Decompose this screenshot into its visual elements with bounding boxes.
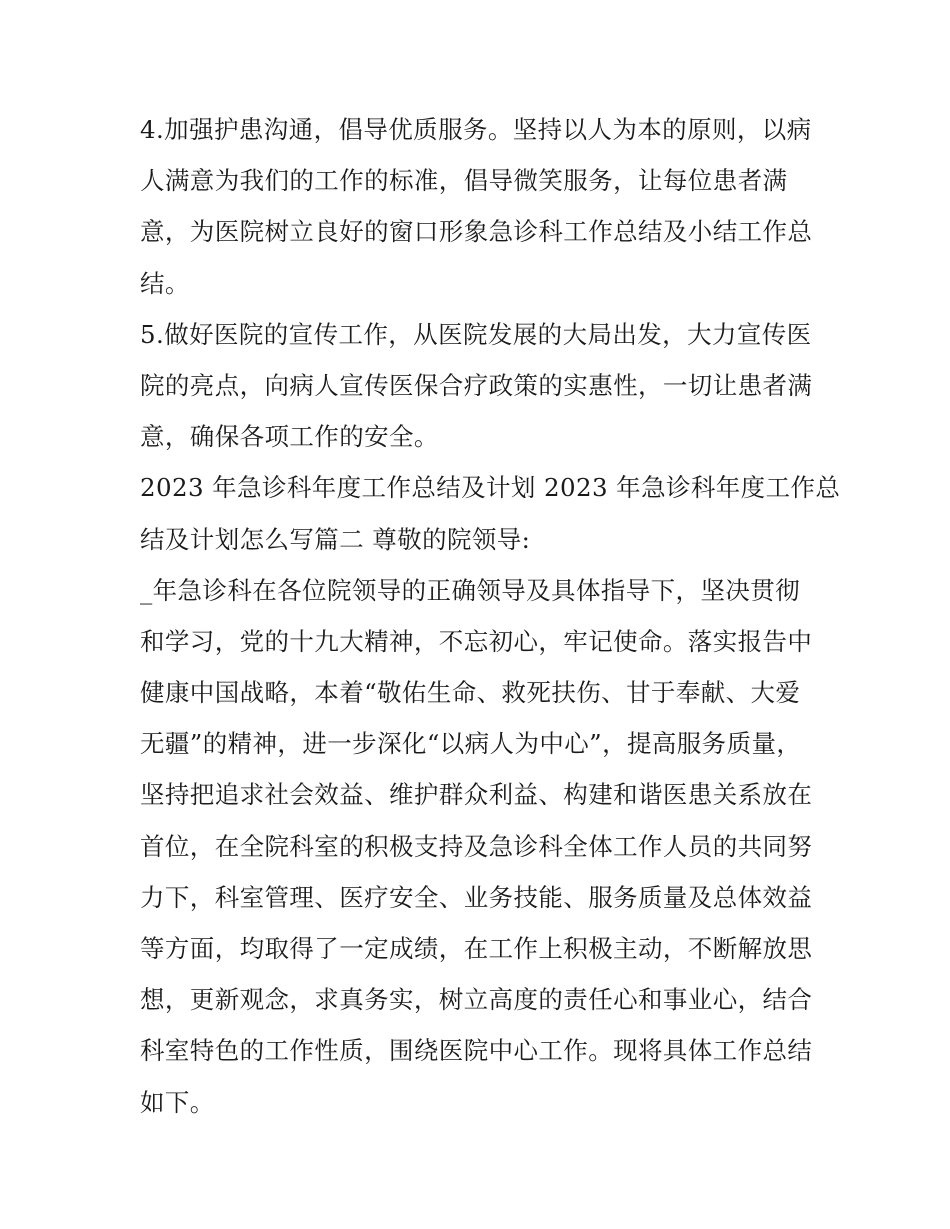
text-line: 2023 年急诊科年度工作总结及计划 2023 年急诊科年度工作总 [140, 473, 841, 503]
text-line: 科室特色的工作性质，围绕医院中心工作。现将具体工作总结 [140, 1036, 813, 1066]
text-line: 院的亮点，向病人宣传医保合疗政策的实惠性，一切让患者满 [140, 370, 813, 400]
text-line: 和学习，党的十九大精神，不忘初心，牢记使命。落实报告中 [140, 626, 813, 656]
body-text [140, 104, 841, 1128]
text-line: 坚持把追求社会效益、维护群众利益、构建和谐医患关系放在 [140, 780, 813, 810]
text-line: 人满意为我们的工作的标准，倡导微笑服务，让每位患者满 [140, 166, 788, 196]
text-line: 结及计划怎么写篇二 尊敬的院领导: [140, 524, 531, 554]
text-line: 意，为医院树立良好的窗口形象急诊科工作总结及小结工作总 [140, 217, 813, 247]
text-line: 想，更新观念，求真务实，树立高度的责任心和事业心，结合 [140, 985, 813, 1015]
text-line: 无疆”的精神，进一步深化“以病人为中心”，提高服务质量， [140, 729, 802, 759]
text-line: _年急诊科在各位院领导的正确领导及具体指导下，坚决贯彻 [140, 575, 801, 605]
text-line: 力下，科室管理、医疗安全、业务技能、服务质量及总体效益 [140, 882, 813, 912]
text-line: 意，确保各项工作的安全。 [140, 422, 439, 452]
text-line: 等方面，均取得了一定成绩，在工作上积极主动，不断解放思 [140, 934, 813, 963]
text-line: 结。 [140, 268, 190, 298]
text-line: 首位，在全院科室的积极支持及急诊科全体工作人员的共同努 [140, 831, 813, 861]
text-line: 健康中国战略，本着“敬佑生命、救死扶伤、甘于奉献、大爱 [140, 678, 801, 708]
text-line: 5.做好医院的宣传工作，从医院发展的大局出发，大力宣传医 [140, 319, 812, 349]
text-line: 如下。 [140, 1087, 215, 1117]
text-line: 4.加强护患沟通，倡导优质服务。坚持以人为本的原则，以病 [140, 115, 812, 144]
